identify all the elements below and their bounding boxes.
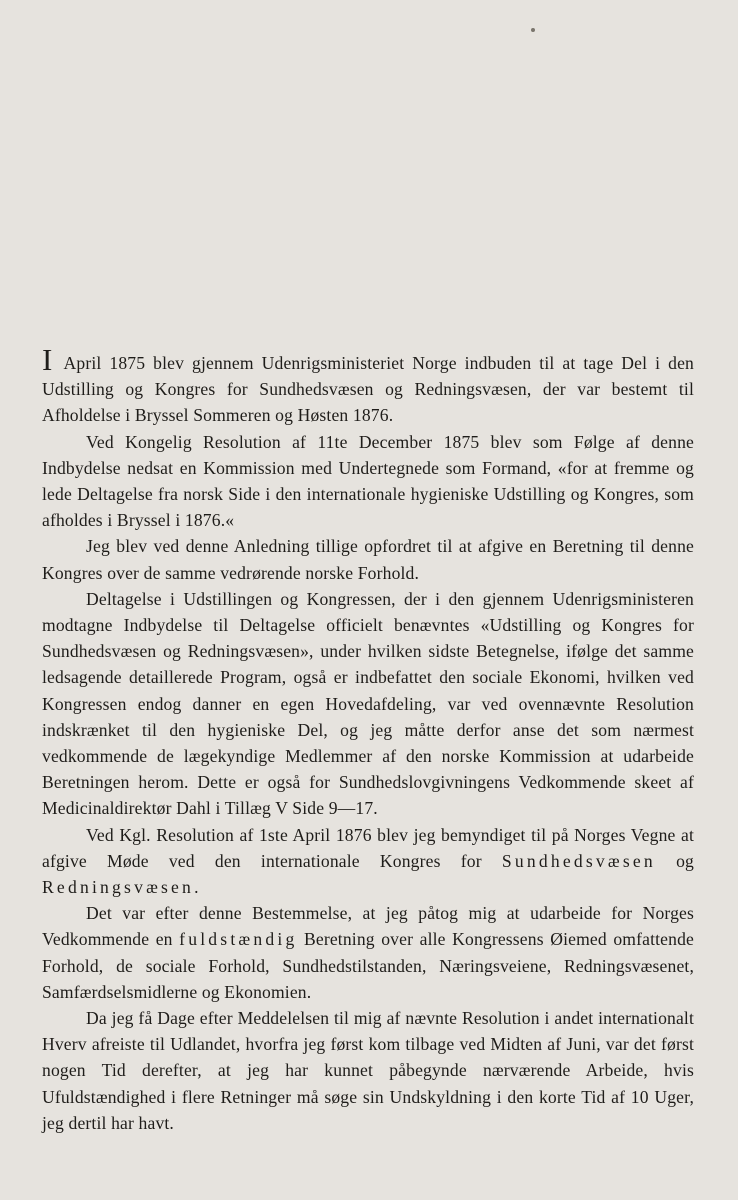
paragraph-2: Ved Kongelig Resolution af 11te December 1875 blev som Følge af denne Indbydelse nedsat en Kommission med Undertegnede som Formand, «for at fremme og lede Deltagelse fra norsk Side i den internationale hygieniske Udstilling og Kongres, som afholdes i Bryssel i 1876.« [42,431,694,531]
paragraph-5-text-middle: og [655,850,694,871]
paragraph-6-text-before: Det var efter denne Bestemmelse, at jeg påtog mig at udarbeide for Norges Vedkommende en [42,903,694,950]
paper-speck [531,28,535,32]
paragraph-5-text-after: . [194,877,199,898]
paragraph-5-text-before: Ved Kgl. Resolution af 1ste April 1876 blev jeg bemyndiget til på Norges Vegne at afgive Møde ved den internationale Kongres for [42,824,694,871]
paragraph-3: Jeg blev ved denne Anledning tillige opfordret til at afgive en Beretning til denne Kongres over de samme vedrørende norske Forhold. [42,536,694,583]
paragraph-5 [42,822,694,901]
paragraph-6-text-after: Beretning over alle Kongressens Øiemed omfattende Forhold, de sociale Forhold, Sundhedstilstanden, Næringsveiene, Redningsvæsenet, Samfærdselsmidlerne og Ekonomien. [42,929,694,1002]
paragraph-7: Da jeg få Dage efter Meddelelsen til mig af nævnte Resolution i andet internationalt Hverv afreiste til Udlandet, hvorfra jeg først kom tilbage ved Midten af Juni, var det først nogen Tid derefter, at jeg har kunnet påbegynde nærværende Arbeide, hvis Ufuldstændighed i flere Retninger må søge sin Undskyldning i den korte Tid af 10 Uger, jeg dertil har havt. [42,1008,694,1133]
paragraph-6 [42,900,694,1005]
paragraph-4: Deltagelse i Udstillingen og Kongressen, der i den gjennem Udenrigsministeren modtagne Indbydelse til Deltagelse officielt benævntes «Udstilling og Kongres for Sundhedsvæsen og Redningsvæsen», under hvilken sidste Betegnelse, ifølge det samme ledsagende detaillerede Program, også er indbefattet den sociale Ekonomi, hvilken ved Kongressen endog danner en egen Hovedafdeling, var ved ovennævnte Resolution indskrænket til den hygieniske Del, og jeg måtte derfor anse det som nærmest vedkommende de lægekyndige Medlemmer af den norske Kommission at udarbeide Beretningen herom. Dette er også for Sundhedslovgivningens Vedkommende skeet af Medicinaldirektør Dahl i Tillæg V Side 9—17. [42,588,694,819]
drop-cap: I [42,342,53,377]
spaced-term-redningsvaesen: Redningsvæsen [42,877,195,898]
spaced-term-fuldstaendig: fuldstændig [179,929,298,950]
spaced-term-sundhedsvaesen: Sundhedsvæsen [501,850,656,871]
paragraph-1 [42,342,695,429]
body-text [42,342,695,1136]
paragraph-1-text: April 1875 blev gjennem Udenrigsministeriet Norge indbuden til at tage Del i den Udstilling og Kongres for Sundhedsvæsen og Redningsvæsen, der var bestemt til Afholdelse i Bryssel Sommeren og Høsten 1876. [42,353,695,426]
